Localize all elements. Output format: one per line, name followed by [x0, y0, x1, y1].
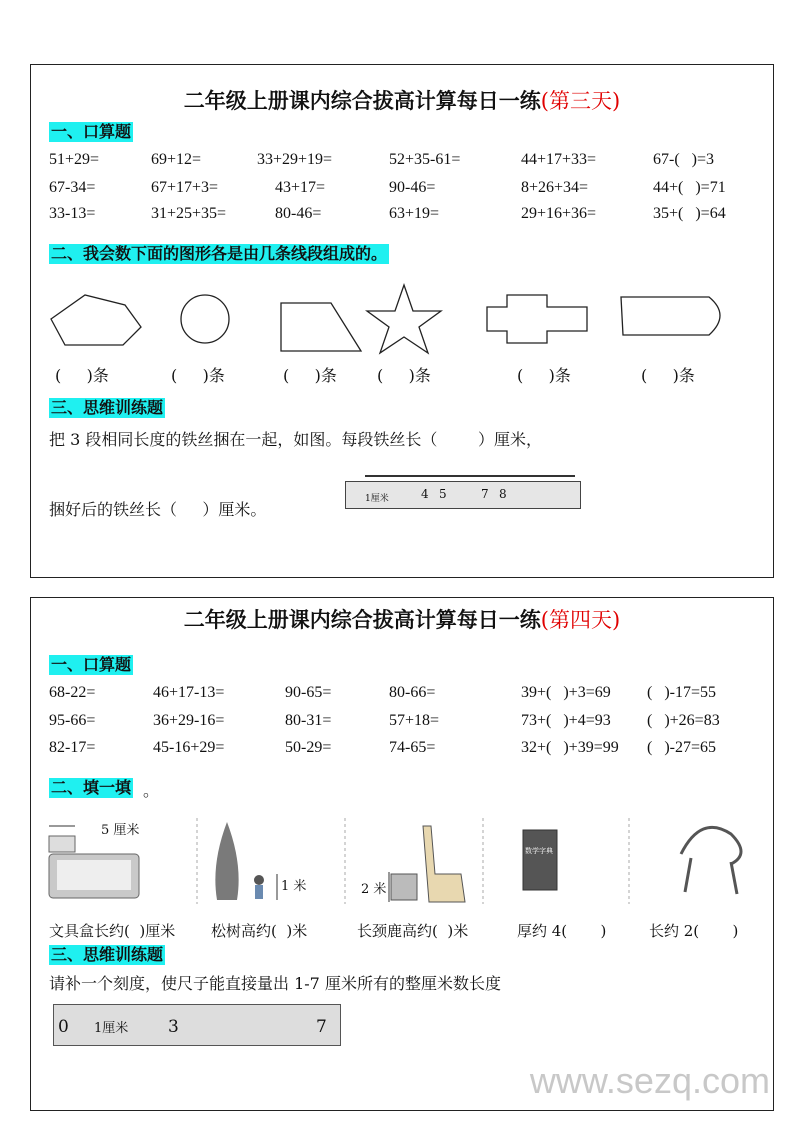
ruler-label: 1厘米	[365, 494, 389, 504]
height-label: 2 米	[361, 882, 387, 897]
problem: 8+26+34=	[521, 179, 589, 196]
problem: ( )-17=55	[647, 684, 717, 701]
title-tag: (第四天)	[540, 608, 621, 632]
problem: 33-13=	[49, 205, 96, 222]
problem: 67-( )=3	[653, 151, 715, 168]
problem: 31+25+35=	[151, 205, 227, 222]
problem: 39+( )+3=69	[521, 684, 611, 701]
ruler-label: 0	[58, 1017, 69, 1037]
circle-shape	[181, 295, 229, 343]
problem: 45-16+29=	[153, 739, 225, 756]
question-text: 捆好后的铁丝长（ ）厘米。	[49, 500, 267, 519]
answer-blank[interactable]: ( )条	[55, 366, 109, 385]
pentagon-shape	[51, 295, 141, 345]
problem: 68-22=	[49, 684, 96, 701]
punctuation: 。	[143, 781, 160, 800]
problem: 32+( )+39=99	[521, 739, 619, 756]
problem: 80-46=	[275, 205, 322, 222]
shapes-figure	[31, 275, 773, 355]
problem: 50-29=	[285, 739, 332, 756]
problem: 35+( )=64	[653, 205, 726, 222]
problem: 33+29+19=	[257, 151, 333, 168]
answer-blank[interactable]: ( )条	[171, 366, 225, 385]
cross-shape	[487, 295, 587, 343]
wire	[365, 475, 575, 477]
question-text: 把 3 段相同长度的铁丝捆在一起，如图。每段铁丝长（ ）厘米，	[49, 430, 543, 449]
ruler-label: 7	[316, 1017, 327, 1037]
day3-section-3: 三、思维训练题	[51, 398, 164, 417]
problem: 52+35-61=	[389, 151, 461, 168]
problem: 90-46=	[389, 179, 436, 196]
problem: 95-66=	[49, 712, 96, 729]
book-title: 数学字典	[525, 847, 553, 855]
caption: 厚约 4( )	[517, 922, 607, 940]
child-image	[254, 875, 264, 885]
title-text: 二年级上册课内综合拔高计算每日一练	[183, 88, 541, 113]
height-label: 1 米	[281, 879, 307, 894]
day4-title	[31, 604, 773, 634]
pencil-box-image	[49, 836, 139, 898]
problem: 69+12=	[151, 151, 202, 168]
ruler-label: 7	[481, 487, 489, 501]
problem: 67+17+3=	[151, 179, 219, 196]
answer-blank[interactable]: ( )条	[377, 366, 431, 385]
answer-blank[interactable]: ( )条	[641, 366, 695, 385]
day4-section-3: 三、思维训练题	[51, 945, 164, 964]
caption: 文具盒长约( )厘米	[49, 922, 176, 940]
ruler-label: 5	[439, 487, 447, 501]
ruler-label: 8	[499, 487, 507, 501]
answer-blank[interactable]: ( )条	[517, 366, 571, 385]
watermark: www.sezq.com	[529, 1060, 770, 1101]
problem: 74-65=	[389, 739, 436, 756]
ruler-figure	[53, 1004, 341, 1046]
caption: 长颈鹿高约( )米	[357, 922, 469, 940]
title-text: 二年级上册课内综合拔高计算每日一练	[183, 607, 541, 632]
problem: 51+29=	[49, 151, 100, 168]
answer-blank[interactable]: ( )条	[283, 366, 337, 385]
problem: 46+17-13=	[153, 684, 225, 701]
length-label: 5 厘米	[101, 823, 140, 838]
illustrations	[31, 814, 773, 914]
section-label: 二、填一填	[51, 778, 132, 797]
day3-section-1: 一、口算题	[51, 122, 132, 141]
problem: 73+( )+4=93	[521, 712, 611, 729]
ruler-label: 4	[421, 487, 429, 501]
dictionary-image	[523, 830, 557, 890]
jump-rope-image	[681, 827, 741, 894]
question-text: 请补一个刻度，使尺子能直接量出 1-7 厘米所有的整厘米数长度	[49, 974, 501, 993]
caption: 长约 2( )	[649, 922, 739, 940]
pine-tree-image	[215, 822, 238, 900]
ruler-label: 1厘米	[94, 1021, 129, 1036]
problem: ( )+26=83	[647, 712, 720, 729]
trapezoid-shape	[281, 303, 361, 351]
problem: 67-34=	[49, 179, 96, 196]
problem: ( )-27=65	[647, 739, 717, 756]
problem: 44+17+33=	[521, 151, 597, 168]
problem: 80-31=	[285, 712, 332, 729]
day4-card	[30, 597, 774, 1111]
title-tag: (第三天)	[540, 89, 621, 113]
day3-title	[31, 85, 773, 115]
day3-card	[30, 64, 774, 578]
problem: 36+29-16=	[153, 712, 225, 729]
problem: 29+16+36=	[521, 205, 597, 222]
problem: 90-65=	[285, 684, 332, 701]
tag-shape	[621, 297, 720, 335]
day4-section-1: 一、口算题	[51, 655, 132, 674]
problem: 82-17=	[49, 739, 96, 756]
problem: 57+18=	[389, 712, 440, 729]
caption: 松树高约( )米	[211, 922, 308, 940]
day3-section-2: 二、我会数下面的图形各是由几条线段组成的。	[51, 244, 388, 263]
problem: 63+19=	[389, 205, 440, 222]
star-shape	[367, 285, 441, 353]
ruler-label: 3	[168, 1017, 179, 1037]
giraffe-image	[391, 826, 465, 902]
problem: 80-66=	[389, 684, 436, 701]
day4-section-2	[49, 778, 133, 798]
problem: 44+( )=71	[653, 179, 726, 196]
wire-ruler-figure	[343, 467, 583, 507]
problem: 43+17=	[275, 179, 326, 196]
